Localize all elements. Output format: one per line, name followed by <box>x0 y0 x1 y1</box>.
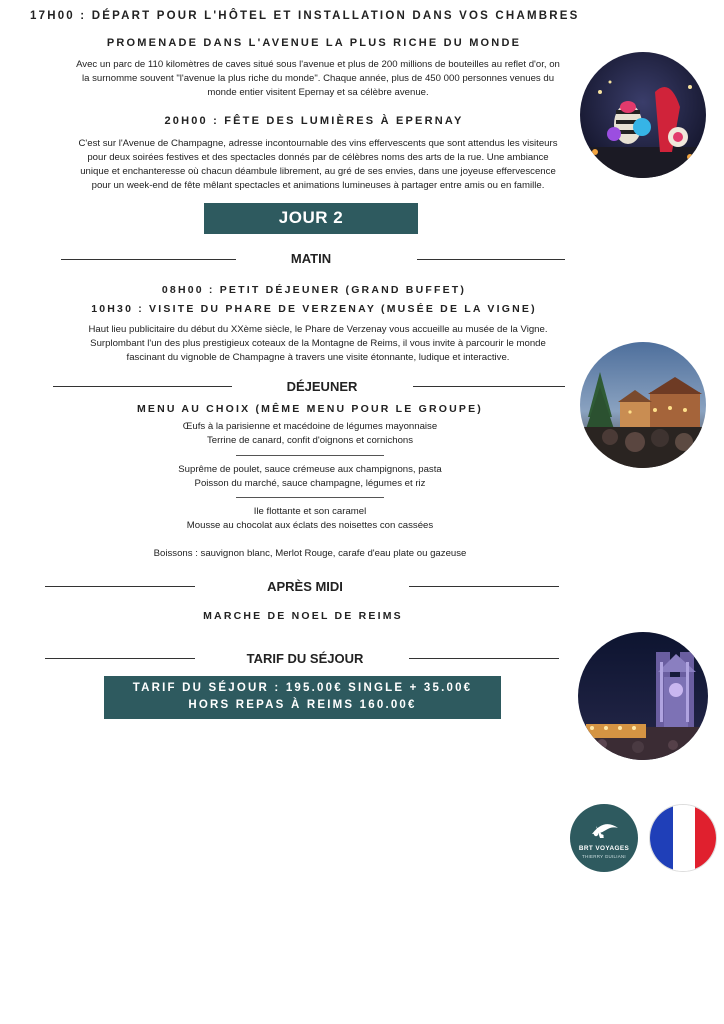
fete-line: C'est sur l'Avenue de Champagne, adresse incontournable des vins effervescents que sont attendus les visiteurs <box>78 138 558 149</box>
brt-voyages-logo <box>570 804 638 872</box>
matin-heading: MATIN <box>290 251 332 266</box>
boissons-line: Boissons : sauvignon blanc, Merlot Rouge, carafe d'eau plate ou gazeuse <box>153 548 467 559</box>
promenade-line: Avec un parc de 110 kilomètres de caves situé sous l'avenue et plus de 200 millions de bouteilles au reflet d'or, on <box>76 59 560 70</box>
french-flag-icon <box>649 804 717 872</box>
divider <box>409 658 559 659</box>
divider <box>409 586 559 587</box>
dejeuner-heading: DÉJEUNER <box>286 379 358 394</box>
fete-line: unique et enchanteresse où chacun déambule librement, au gré de ses envies, dans une joyeuse effervescence <box>80 166 556 177</box>
visite-line: Haut lieu publicitaire du début du XXème siècle, le Phare de Verzenay vous accueille au musée de la Vigne. <box>88 324 548 335</box>
depart-heading: 17H00 : DÉPART POUR L'HÔTEL ET INSTALLATION DANS VOS CHAMBRES <box>30 10 580 22</box>
promenade-line: la surnomme souvent "l'avenue la plus riche du monde". Chaque année, plus de 450 000 personnes venues du <box>81 73 555 84</box>
tarif-line: TARIF DU SÉJOUR : 195.00€ SINGLE + 35.00€ <box>132 682 473 694</box>
cathedrale-reims-photo <box>578 632 708 760</box>
jour2-banner: JOUR 2 <box>204 203 418 234</box>
visite-paragraph <box>40 323 596 365</box>
fete-paragraph <box>40 137 596 193</box>
fete-line: pour un week-end de fête mêlant spectacles et animations lumineuses à partager entre amis ou en famille. <box>91 180 545 191</box>
visite-line: fascinant du vignoble de Champagne à travers une visite étonnante, ludique et interactive. <box>126 352 510 363</box>
menu-plats <box>0 463 620 491</box>
menu-item: Poisson du marché, sauce champagne, légumes et riz <box>194 478 426 489</box>
menu-divider <box>236 455 384 456</box>
divider <box>45 658 195 659</box>
marche-noel-heading: MARCHE DE NOEL DE REIMS <box>203 610 403 622</box>
visite-heading: 10H30 : VISITE DU PHARE DE VERZENAY (MUSÉE DE LA VIGNE) <box>91 303 537 315</box>
divider <box>417 259 565 260</box>
menu-desserts <box>0 505 620 533</box>
divider <box>53 386 232 387</box>
fete-lumieres-photo <box>580 52 706 178</box>
petit-dejeuner-heading: 08H00 : PETIT DÉJEUNER (GRAND BUFFET) <box>161 284 467 296</box>
menu-item: Ile flottante et son caramel <box>253 506 367 517</box>
logo-name: BRT VOYAGES <box>578 845 630 852</box>
promenade-paragraph <box>40 58 596 100</box>
tarif-line: HORS REPAS À REIMS 160.00€ <box>188 699 417 711</box>
menu-item: Terrine de canard, confit d'oignons et cornichons <box>206 435 414 446</box>
tarif-box <box>104 676 501 719</box>
tarif-heading: TARIF DU SÉJOUR <box>246 651 364 666</box>
menu-entrees <box>0 420 620 448</box>
promenade-heading: PROMENADE DANS L'AVENUE LA PLUS RICHE DU MONDE <box>106 37 522 49</box>
menu-item: Œufs à la parisienne et macédoine de légumes mayonnaise <box>182 421 438 432</box>
menu-item: Suprême de poulet, sauce crémeuse aux champignons, pasta <box>178 464 442 475</box>
fete-line: pour deux soirées festives et des spectacles donnés par de célèbres noms des arts de la rue. Une ambiance <box>87 152 549 163</box>
visite-line: Surplombant l'un des plus prestigieux coteaux de la Montagne de Reims, il vous invite à parcourir le monde <box>90 338 546 349</box>
menu-title: MENU AU CHOIX (MÊME MENU POUR LE GROUPE) <box>136 403 484 415</box>
divider <box>45 586 195 587</box>
logo-sub: THIERRY GUILIANI <box>582 854 626 859</box>
apres-midi-heading: APRÈS MIDI <box>267 579 343 594</box>
divider <box>61 259 236 260</box>
fete-heading: 20H00 : FÊTE DES LUMIÈRES À EPERNAY <box>164 115 464 127</box>
menu-divider <box>236 497 384 498</box>
divider <box>413 386 565 387</box>
menu-item: Mousse au chocolat aux éclats des noisettes con cassées <box>186 520 434 531</box>
promenade-line: monde entier visitent Epernay et sa célèbre avenue. <box>207 87 429 98</box>
